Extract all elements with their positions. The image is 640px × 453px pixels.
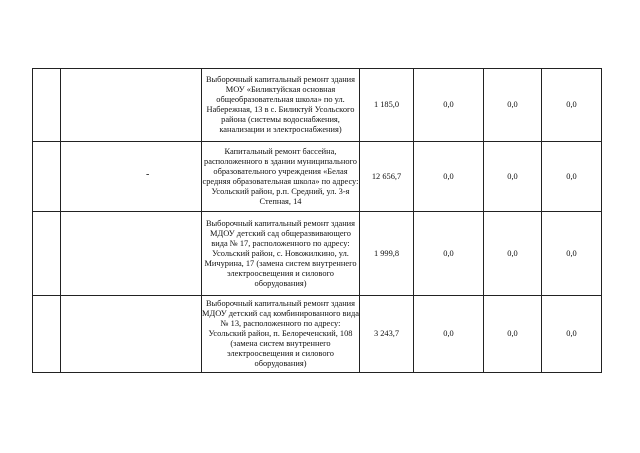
value-cell-2: 0,0 — [484, 69, 542, 142]
value-cell-3: 0,0 — [542, 142, 602, 212]
row-index-cell — [33, 212, 61, 296]
amount-cell: 1 185,0 — [360, 69, 414, 142]
value-cell-1: 0,0 — [414, 142, 484, 212]
table-row — [33, 142, 602, 212]
description-cell: Выборочный капитальный ремонт здания МДОУ детский сад комбинированного вида № 13, расположенного по адресу: Усольский район, п. Белореченский, 108 (замена систем внутреннего электроосвещения и силового оборудования) — [202, 296, 360, 373]
value-cell-1: 0,0 — [414, 69, 484, 142]
program-cell — [61, 69, 202, 142]
row-index-cell — [33, 142, 61, 212]
description-cell: Выборочный капитальный ремонт здания МОУ «Биликтуйская основная общеобразовательная школа» по ул. Набережная, 13 в с. Биликтуй Усольского района (системы водоснабжения, канализации и электроснабжения) — [202, 69, 360, 142]
row-index-cell — [33, 296, 61, 373]
value-cell-1: 0,0 — [414, 296, 484, 373]
stray-mark: - — [146, 169, 150, 180]
program-cell — [61, 142, 202, 212]
amount-cell: 12 656,7 — [360, 142, 414, 212]
amount-cell: 3 243,7 — [360, 296, 414, 373]
amount-cell: 1 999,8 — [360, 212, 414, 296]
program-cell — [61, 212, 202, 296]
row-index-cell — [33, 69, 61, 142]
value-cell-3: 0,0 — [542, 296, 602, 373]
value-cell-3: 0,0 — [542, 69, 602, 142]
value-cell-2: 0,0 — [484, 296, 542, 373]
table-row — [33, 69, 602, 142]
value-cell-2: 0,0 — [484, 142, 542, 212]
value-cell-3: 0,0 — [542, 212, 602, 296]
table-row — [33, 296, 602, 373]
program-cell — [61, 296, 202, 373]
budget-table — [32, 68, 602, 373]
value-cell-1: 0,0 — [414, 212, 484, 296]
table-row — [33, 212, 602, 296]
description-cell: Капитальный ремонт бассейна, расположенного в здании муниципального образовательного учреждения «Белая средняя образовательная школа» по адресу: Усольский район, р.п. Средний, ул. 3-я Степная, 14 — [202, 142, 360, 212]
description-cell: Выборочный капитальный ремонт здания МДОУ детский сад общеразвивающего вида № 17, расположенного по адресу: Усольский район, с. Новожилкино, ул. Мичурина, 17 (замена систем внутреннего электроосвещения и силового оборудования) — [202, 212, 360, 296]
value-cell-2: 0,0 — [484, 212, 542, 296]
